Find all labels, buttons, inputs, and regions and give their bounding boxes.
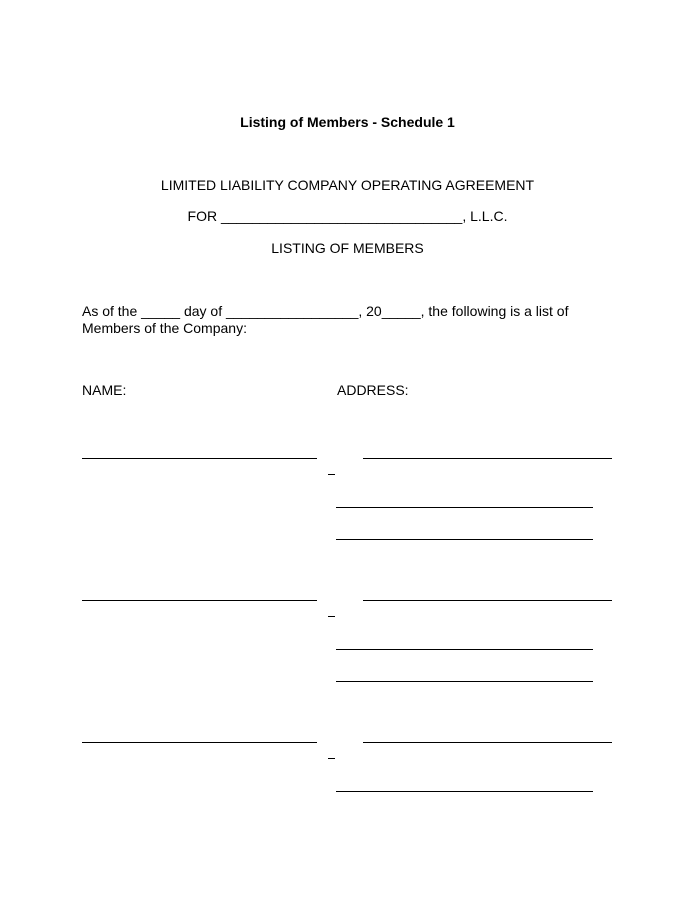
document-title: Listing of Members - Schedule 1 — [240, 114, 455, 130]
member-1-name-line — [82, 458, 317, 459]
intro-line-1: As of the _____ day of _________________, 20_____, the following is a list of — [82, 303, 569, 319]
member-3-name-line — [82, 742, 317, 743]
address-column-label: ADDRESS: — [337, 382, 409, 398]
intro-line-2: Members of the Company: — [82, 320, 247, 336]
member-3-address-line-2 — [336, 791, 593, 792]
member-2-address-line-3 — [336, 681, 593, 682]
member-1-address-line-3 — [336, 539, 593, 540]
member-1-address-line-1 — [363, 458, 612, 459]
member-1-address-line-2 — [336, 507, 593, 508]
member-1-dash — [328, 474, 335, 475]
member-2-dash — [328, 616, 335, 617]
name-column-label: NAME: — [82, 382, 127, 398]
member-3-address-line-1 — [363, 742, 612, 743]
member-2-name-line — [82, 600, 317, 601]
member-2-address-line-2 — [336, 649, 593, 650]
member-2-address-line-1 — [363, 600, 612, 601]
listing-heading: LISTING OF MEMBERS — [271, 240, 424, 256]
company-name-line: FOR _______________________________, L.L.C. — [187, 208, 508, 224]
agreement-heading: LIMITED LIABILITY COMPANY OPERATING AGREEMENT — [160, 177, 535, 193]
member-3-dash — [328, 758, 335, 759]
